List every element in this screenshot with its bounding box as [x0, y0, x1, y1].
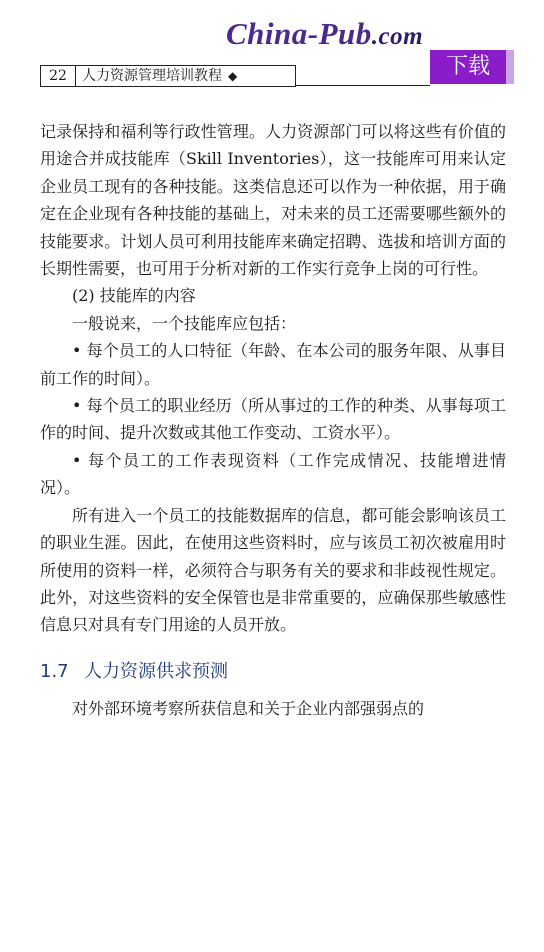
page-body [40, 118, 506, 722]
diamond-icon: ◆ [228, 69, 238, 83]
china-pub-watermark [226, 16, 423, 52]
watermark-suffix: .com [371, 23, 424, 50]
bullet-item: • 每个员工的人口特征（年龄、在本公司的服务年限、从事目前工作的时间）。 [40, 341, 506, 388]
body-paragraph: 记录保持和福利等行政性管理。人力资源部门可以将这些有价值的用途合并成技能库（Skill Inventories），这一技能库可用来认定企业员工现有的各种技能。这类信息还可以作为一种依据，用于确定在企业现有各种技能的基础上，对未来的员工还需要哪些额外的技能要求。计划人员可利用技能库来确定招聘、选拔和培训方面的长期性需要，也可用于分析对新的工作实行竞争上岗的可行性。 [40, 122, 506, 279]
section-heading [40, 659, 506, 685]
subsection-heading: (2) 技能库的内容 [72, 286, 196, 306]
running-head [40, 65, 296, 87]
body-paragraph: 所有进入一个员工的技能数据库的信息，都可能会影响该员工的职业生涯。因此，在使用这些资料时，应与该员工初次被雇用时所使用的资料一样，必须符合与职务有关的要求和非歧视性规定。此外，对这些资料的安全保管也是非常重要的，应确保那些敏感性信息只对具有专门用途的人员开放。 [40, 505, 506, 635]
watermark-brand: China-Pub [226, 16, 372, 51]
body-paragraph: 对外部环境考察所获信息和关于企业内部强弱点的 [72, 698, 425, 718]
bullet-item: • 每个员工的工作表现资料（工作完成情况、技能增进情况）。 [40, 450, 506, 498]
body-paragraph: 一般说来，一个技能库应包括： [72, 313, 297, 333]
header-rule [296, 85, 430, 86]
download-button[interactable]: 下载 [430, 50, 506, 84]
section-number: 1.7 [40, 660, 69, 682]
section-title: 人力资源供求预测 [84, 660, 228, 682]
page-number: 22 [41, 66, 76, 86]
book-title: 人力资源管理培训教程 [82, 68, 222, 84]
bullet-item: • 每个员工的职业经历（所从事过的工作的种类、从事每项工作的时间、提升次数或其他工作变动、工资水平）。 [40, 396, 506, 443]
